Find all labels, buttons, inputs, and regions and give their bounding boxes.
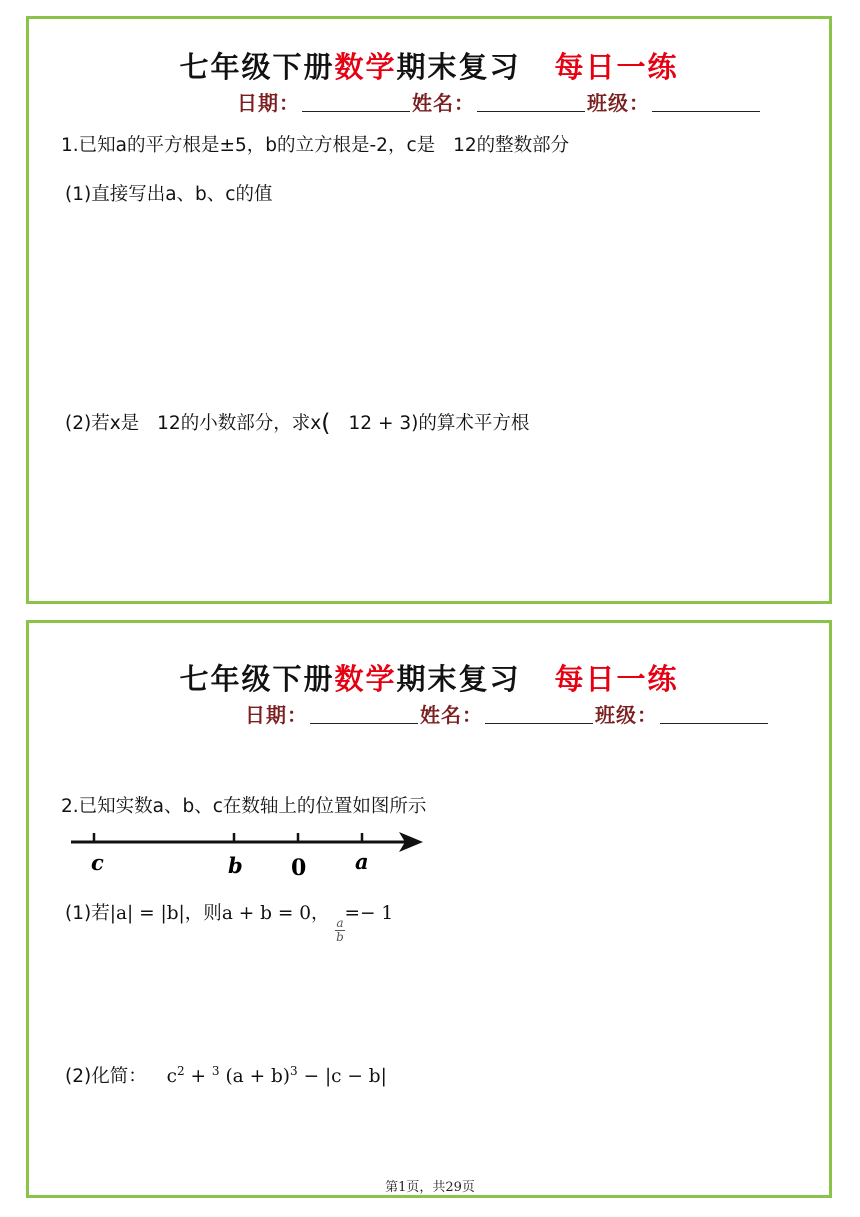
question-2-part-1-text-c: ，则 (184, 903, 222, 924)
question-2-part-1-text-a: (1)若 (65, 903, 110, 924)
title-review: 期末复习 (396, 50, 521, 84)
expr-sum-exponent: 3 (290, 1063, 298, 1078)
card-title (29, 45, 829, 86)
question-1-text-b: 12的整数部分 (453, 135, 570, 156)
question-2-part-2 (65, 1062, 387, 1088)
number-line-figure (67, 819, 427, 879)
meta-row (245, 699, 770, 728)
expr-plus: + (190, 1066, 207, 1087)
class-label: 班级： (595, 703, 658, 727)
practice-card-1 (26, 16, 832, 604)
simplify-expression (166, 1063, 387, 1087)
card-title (29, 657, 829, 698)
name-label: 姓名： (412, 91, 475, 115)
question-2-part-2-label: (2)化简： (65, 1066, 147, 1087)
name-field[interactable] (485, 703, 593, 724)
meta-row (237, 87, 762, 116)
practice-card-2 (26, 620, 832, 1198)
expr-sum: (a + b) (225, 1066, 291, 1087)
question-2 (61, 792, 426, 818)
title-subject: 数学 (334, 662, 397, 696)
question-1-part-2-text-c: 12 + 3)的算术平方根 (348, 413, 530, 434)
class-field[interactable] (660, 703, 768, 724)
title-grade: 七年级下册 (179, 50, 335, 84)
date-label: 日期： (245, 703, 308, 727)
question-2-part-1 (65, 899, 393, 944)
label-0: 0 (291, 855, 307, 879)
question-2-part-1-text-e: ， (310, 903, 330, 924)
label-a: a (355, 849, 369, 874)
title-subject: 数学 (334, 50, 397, 84)
title-daily: 每日一练 (554, 662, 679, 696)
open-paren: ( (321, 409, 331, 437)
question-1-part-2-text-b: 12的小数部分，求x (157, 413, 322, 434)
label-b: b (228, 853, 243, 878)
expr-c-exponent: 2 (176, 1063, 185, 1078)
fraction-denominator: b (336, 930, 344, 944)
fraction-numerator: a (336, 916, 344, 930)
question-2-text: 2.已知实数a、b、c在数轴上的位置如图所示 (61, 796, 427, 817)
title-review: 期末复习 (396, 662, 521, 696)
title-grade: 七年级下册 (179, 662, 335, 696)
fraction-a-over-b (335, 917, 344, 944)
cube-root-index: 3 (211, 1063, 220, 1078)
title-daily: 每日一练 (554, 50, 679, 84)
class-field[interactable] (652, 91, 760, 112)
date-field[interactable] (302, 91, 410, 112)
name-field[interactable] (477, 91, 585, 112)
date-field[interactable] (310, 703, 418, 724)
expr-abs: − |c − b| (303, 1066, 387, 1087)
question-1-part-2-text-a: (2)若x是 (65, 413, 140, 434)
sum-equation: a + b = 0 (221, 903, 311, 924)
abs-equation: |a| = |b| (109, 903, 185, 924)
expr-c: c (166, 1066, 177, 1087)
question-1-part-1 (65, 180, 272, 206)
fraction-result: =− 1 (344, 903, 394, 924)
label-c: c (91, 850, 104, 875)
page-footer: 第1页，共29页 (385, 1180, 475, 1195)
name-label: 姓名： (420, 703, 483, 727)
question-1-part-1-text: (1)直接写出a、b、c的值 (65, 184, 273, 205)
class-label: 班级： (587, 91, 650, 115)
question-1-text-a: 1.已知a的平方根是±5，b的立方根是-2，c是 (61, 135, 436, 156)
question-1 (61, 131, 569, 157)
question-1-part-2 (65, 409, 529, 437)
date-label: 日期： (237, 91, 300, 115)
